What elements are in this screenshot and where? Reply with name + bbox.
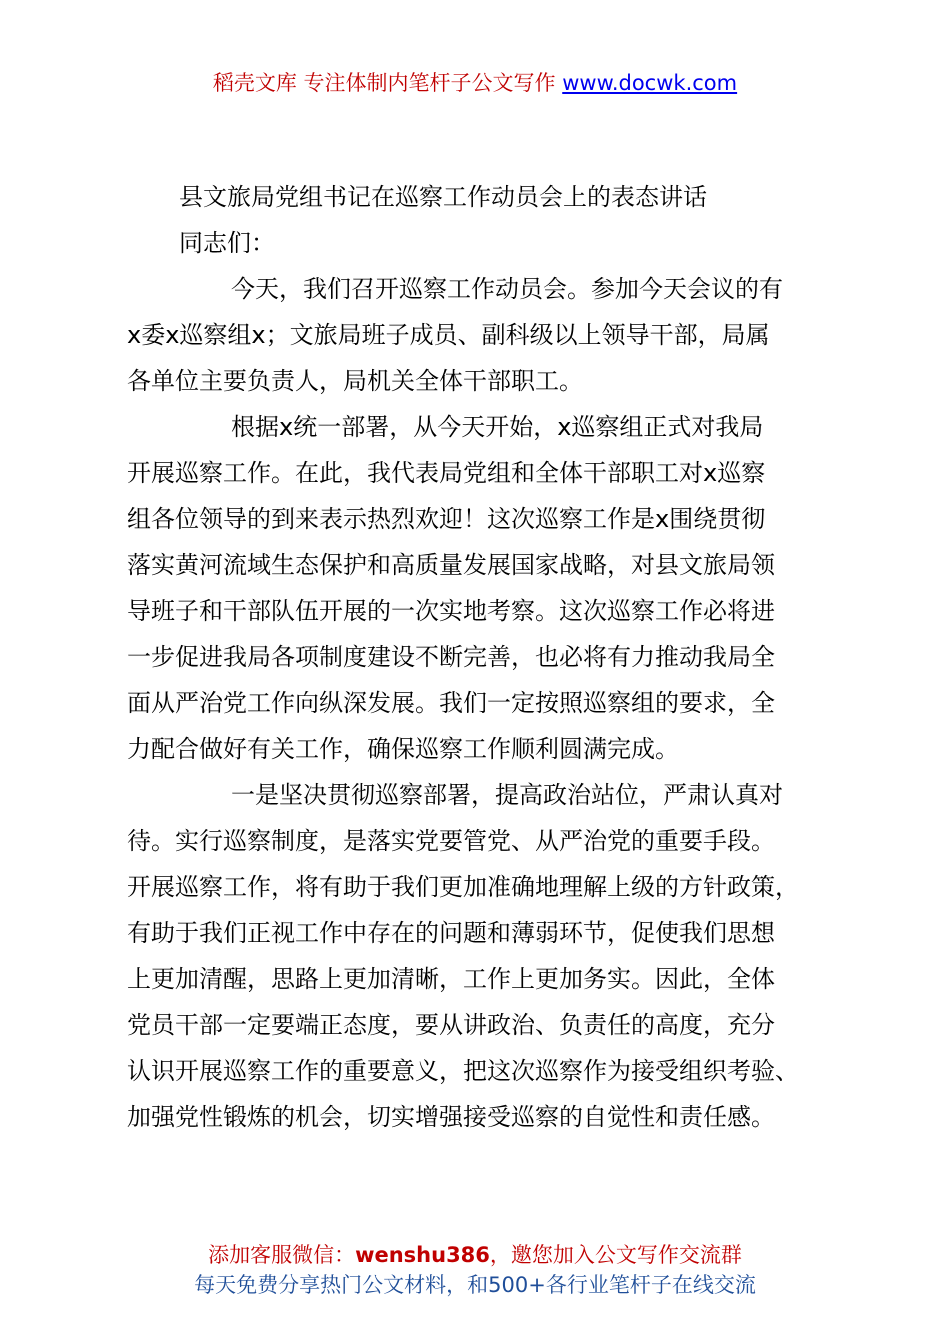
footer-share-line: 每天免费分享热门公文材料，和500+各行业笔杆子在线交流 <box>194 1273 756 1297</box>
header-site-text: 稻壳文库 专注体制内笔杆子公文写作 <box>212 71 563 95</box>
paragraph-line: 今天，我们召开巡察工作动员会。参加今天会议的有 <box>231 275 783 303</box>
document-body <box>127 174 839 1140</box>
page-header <box>0 68 950 98</box>
paragraph-line: 落实黄河流域生态保护和高质量发展国家战略，对县文旅局领 <box>127 551 775 579</box>
paragraph-line: 党员干部一定要端正态度，要从讲政治、负责任的高度，充分 <box>127 1011 775 1039</box>
paragraph-line: 有助于我们正视工作中存在的问题和薄弱环节，促使我们思想 <box>127 919 775 947</box>
page-footer <box>0 1240 950 1300</box>
footer-wechat-line <box>0 1240 950 1270</box>
paragraph-line: 开展巡察工作。在此，我代表局党组和全体干部职工对x巡察 <box>127 459 766 487</box>
paragraph-line: 面从严治党工作向纵深发展。我们一定按照巡察组的要求，全 <box>127 689 775 717</box>
footer-wechat-prefix: 添加客服微信： <box>208 1243 356 1267</box>
header-url-link[interactable]: www.docwk.com <box>562 71 738 95</box>
paragraph-line: x委x巡察组x；文旅局班子成员、副科级以上领导干部，局属 <box>127 321 770 349</box>
footer-wechat-suffix: ，邀您加入公文写作交流群 <box>489 1243 742 1267</box>
paragraph-line: 一步促进我局各项制度建设不断完善，也必将有力推动我局全 <box>127 643 775 671</box>
paragraph-line: 力配合做好有关工作，确保巡察工作顺利圆满完成。 <box>127 735 679 763</box>
paragraph-line: 上更加清醒，思路上更加清晰，工作上更加务实。因此，全体 <box>127 965 775 993</box>
paragraph-line: 根据x统一部署，从今天开始，x巡察组正式对我局 <box>231 413 764 441</box>
footer-wechat-id: wenshu386 <box>355 1243 490 1267</box>
paragraph-line: 导班子和干部队伍开展的一次实地考察。这次巡察工作必将进 <box>127 597 775 625</box>
document-title: 县文旅局党组书记在巡察工作动员会上的表态讲话 <box>179 183 707 211</box>
paragraph-line: 待。实行巡察制度，是落实党要管党、从严治党的重要手段。 <box>127 827 775 855</box>
paragraph-line: 各单位主要负责人，局机关全体干部职工。 <box>127 367 583 395</box>
paragraph-line: 加强党性锻炼的机会，切实增强接受巡察的自觉性和责任感。 <box>127 1103 775 1131</box>
paragraph-line: 认识开展巡察工作的重要意义，把这次巡察作为接受组织考验、 <box>127 1057 799 1085</box>
paragraph-line: 组各位领导的到来表示热烈欢迎！这次巡察工作是x围绕贯彻 <box>127 505 766 533</box>
paragraph-line: 开展巡察工作，将有助于我们更加准确地理解上级的方针政策， <box>127 873 799 901</box>
document-salutation: 同志们： <box>179 229 275 257</box>
paragraph-line: 一是坚决贯彻巡察部署，提高政治站位，严肃认真对 <box>231 781 783 809</box>
